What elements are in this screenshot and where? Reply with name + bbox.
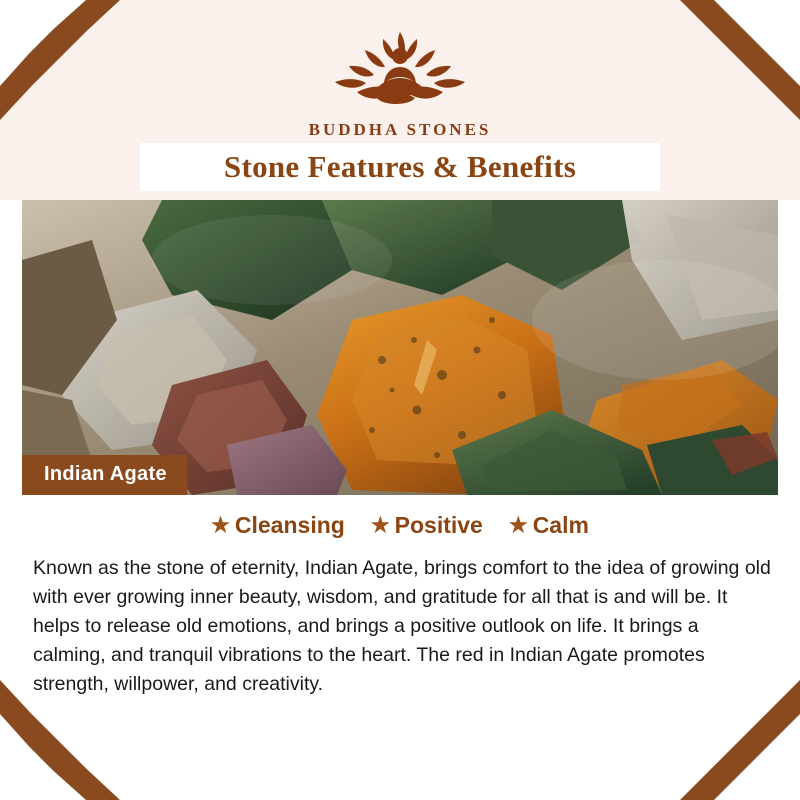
hero-caption: Indian Agate bbox=[22, 455, 187, 495]
star-icon: ★ bbox=[370, 514, 390, 537]
star-icon: ★ bbox=[211, 514, 230, 537]
benefit-label: Calm bbox=[532, 512, 589, 538]
description-text: Known as the stone of eternity, Indian Agate, brings comfort to the idea of growing old with ever growing inner beauty, wisdom, and gratitude for all that is and will be. It helps to release old emotions, and brings a positive outlook on life. It brings a calming, and tranquil vibrations to the heart. The red in Indian Agate promotes strength, willpower, and creativity. bbox=[33, 557, 771, 695]
benefit-item-positive bbox=[371, 512, 483, 539]
title-banner bbox=[140, 143, 660, 191]
benefit-label: Cleansing bbox=[234, 512, 345, 538]
header-band bbox=[0, 0, 800, 200]
hero-image bbox=[22, 200, 778, 495]
brand-logo bbox=[0, 22, 800, 140]
benefit-item-calm bbox=[509, 512, 589, 539]
agate-stones-illustration bbox=[22, 200, 778, 495]
lotus-meditation-icon bbox=[305, 22, 495, 114]
benefit-label: Positive bbox=[394, 512, 483, 538]
benefits-row bbox=[0, 512, 800, 539]
star-icon: ★ bbox=[508, 514, 528, 537]
page-title: Stone Features & Benefits bbox=[223, 149, 577, 184]
brand-name: BUDDHA STONES bbox=[308, 120, 492, 139]
benefit-item-cleansing bbox=[211, 512, 345, 539]
